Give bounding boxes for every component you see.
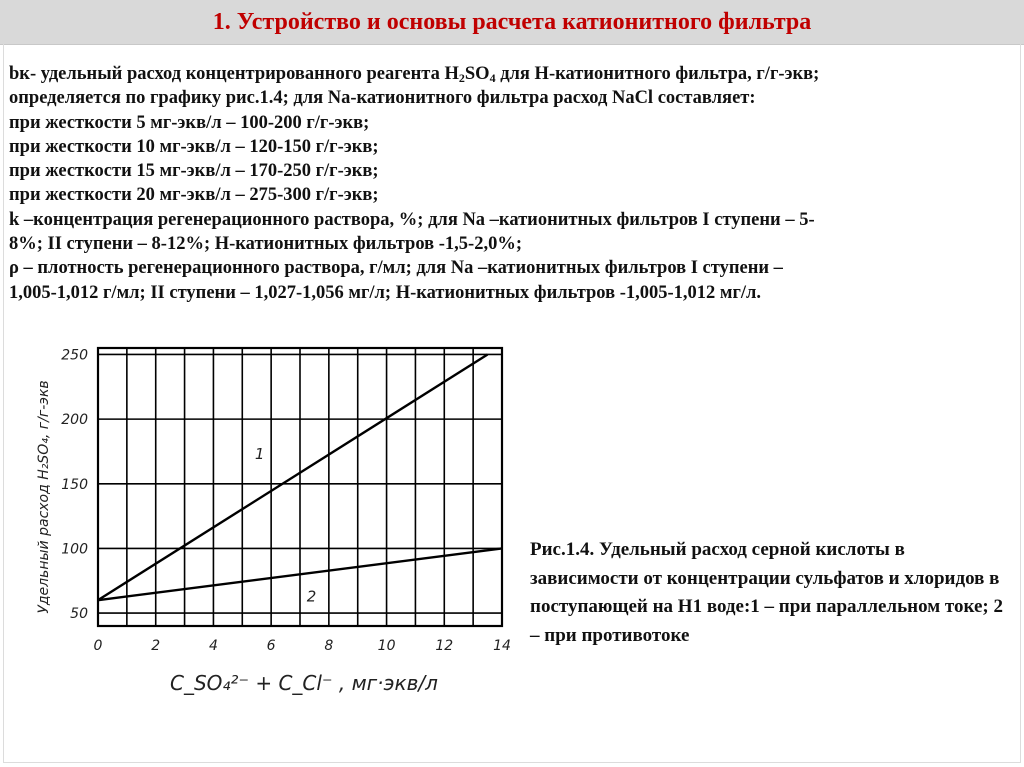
x-tick-label: 0 <box>93 638 103 654</box>
chart <box>20 336 520 716</box>
y-axis-title: Удельный расход H₂SO₄, г/г-экв <box>36 380 52 614</box>
text-line-2: определяется по графику рис.1.4; для Na-катионитного фильтра расход NaCl составляет: <box>9 88 756 109</box>
y-tick-label: 100 <box>61 541 88 558</box>
x-tick-label: 8 <box>324 638 334 654</box>
x-tick-label: 10 <box>377 638 396 654</box>
text-line-10: 1,005-1,012 г/мл; II ступени – 1,027-1,056 мг/л; H-катионитных фильтров -1,005-1,012 мг/л. <box>9 282 762 303</box>
text-line-9: ρ – плотность регенерационного раствора, г/мл; для Na –катионитных фильтров I ступени – <box>9 258 783 279</box>
y-tick-label: 50 <box>70 606 88 623</box>
text-line-4: при жесткости 10 мг-экв/л – 120-150 г/г-экв; <box>9 136 379 157</box>
y-tick-label: 150 <box>61 476 88 493</box>
x-axis-title: C_SO₄²⁻ + C_Cl⁻ , мг·экв/л <box>170 671 438 695</box>
text-line-6: при жесткости 20 мг-экв/л – 275-300 г/г-экв; <box>9 185 379 206</box>
y-tick-label: 200 <box>61 412 88 429</box>
series-label-2: 2 <box>306 587 317 606</box>
body-text <box>9 62 1019 305</box>
x-tick-label: 2 <box>151 638 161 654</box>
x-tick-label: 6 <box>266 638 276 654</box>
slide-title: 1. Устройство и основы расчета катионитного фильтра <box>212 8 812 35</box>
title-bar <box>0 0 1024 45</box>
text-line-8: 8%; II ступени – 8-12%; H-катионитных фильтров -1,5-2,0%; <box>9 234 522 255</box>
x-tick-label: 12 <box>435 638 454 654</box>
figure-caption: Рис.1.4. Удельный расход серной кислоты в зависимости от концентрации сульфатов и хлоридов в поступающей на H1 воде:1 – при параллельном токе; 2 – при противотоке <box>530 539 1003 646</box>
x-tick-label: 4 <box>208 638 218 654</box>
chart-svg <box>20 336 520 716</box>
x-tick-label: 14 <box>493 638 511 654</box>
y-tick-label: 250 <box>61 347 88 364</box>
text-line-7: k –концентрация регенерационного раствора, %; для Na –катионитных фильтров I ступени – 5- <box>9 209 815 230</box>
text-line-1: bк- удельный расход концентрированного реагента $H_2SO_4$ для H-катионитного фильтра, г/г-экв; <box>9 64 820 85</box>
text-line-3: при жесткости 5 мг-экв/л – 100-200 г/г-экв; <box>9 112 370 133</box>
text-line-5: при жесткости 15 мг-экв/л – 170-250 г/г-экв; <box>9 161 379 182</box>
series-label-1: 1 <box>254 445 265 464</box>
